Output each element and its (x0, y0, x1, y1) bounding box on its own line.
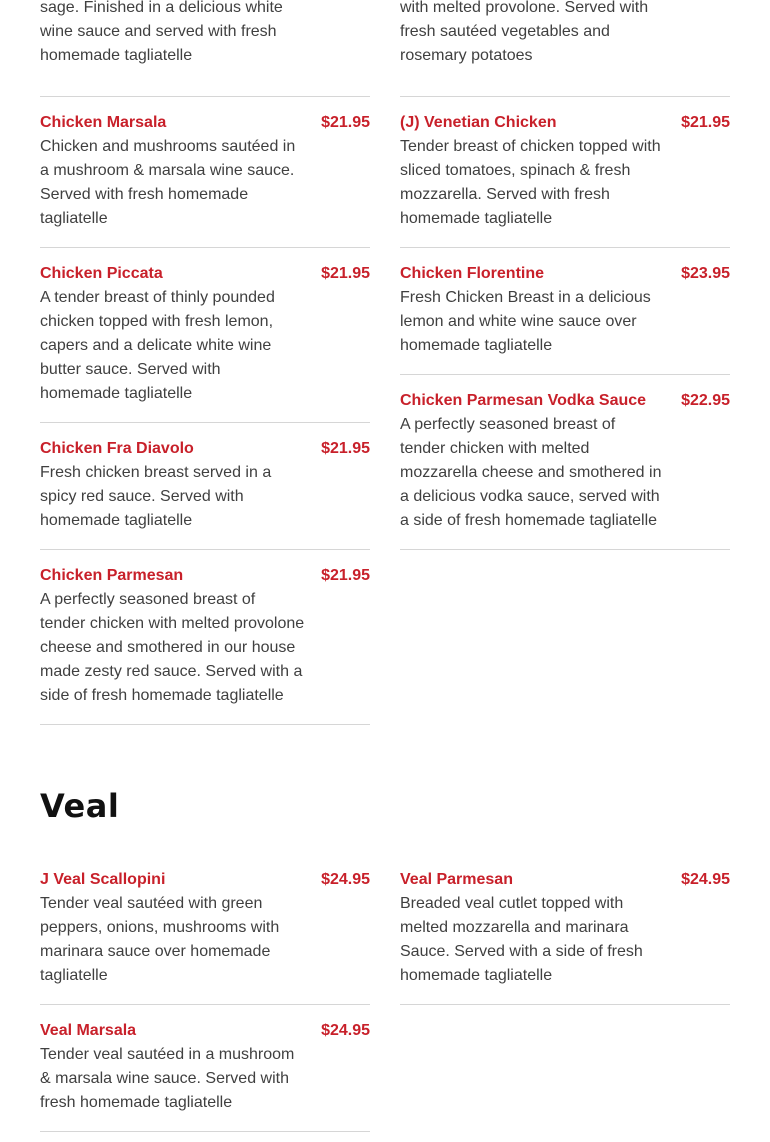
menu-item-partial-right (400, 0, 730, 97)
menu-item-chicken-florentine[interactable] (400, 262, 730, 375)
desc-line: wine sauce and served with fresh (40, 23, 277, 40)
item-price: $21.95 (321, 265, 370, 282)
item-description (400, 0, 670, 68)
item-description: Tender veal sautéed in a mushroom & marsala wine sauce. Served with fresh homemade tagliatelle (40, 1046, 295, 1111)
section-title-veal: Veal (40, 787, 120, 825)
item-price: $21.95 (321, 440, 370, 457)
menu-item-veal-scallopini[interactable] (40, 868, 370, 1005)
menu-item-veal-parmesan[interactable] (400, 868, 730, 1005)
item-description: Tender breast of chicken topped with sliced tomatoes, spinach & fresh mozzarella. Served with fresh homemade tagliatelle (400, 138, 661, 227)
item-description: Fresh Chicken Breast in a delicious lemon and white wine sauce over homemade tagliatelle (400, 289, 651, 354)
desc-line: homemade tagliatelle (40, 47, 193, 64)
desc-line: with melted provolone. Served with (400, 0, 649, 16)
item-description: Tender veal sautéed with green peppers, onions, mushrooms with marinara sauce over homemade tagliatelle (40, 895, 280, 984)
menu-item-chicken-fra-diavolo[interactable] (40, 437, 370, 550)
item-name: J Veal Scallopini (40, 871, 166, 888)
menu-item-partial-left (40, 0, 370, 97)
item-name: Chicken Piccata (40, 265, 163, 282)
item-description (40, 0, 310, 68)
item-description: A perfectly seasoned breast of tender chicken with melted provolone cheese and smothered in our house made zesty red sauce. Served with a side of fresh homemade tagliatelle (40, 591, 305, 704)
item-name: Chicken Parmesan Vodka Sauce (400, 392, 647, 409)
item-price: $22.95 (681, 392, 730, 409)
item-name: Veal Parmesan (400, 871, 513, 888)
desc-line: fresh sautéed vegetables and (400, 23, 610, 40)
desc-line: rosemary potatoes (400, 47, 533, 64)
menu-item-chicken-piccata[interactable] (40, 262, 370, 423)
item-price: $21.95 (321, 114, 370, 131)
item-description: Chicken and mushrooms sautéed in a mushroom & marsala wine sauce. Served with fresh homemade tagliatelle (40, 138, 296, 227)
item-name: Veal Marsala (40, 1022, 137, 1039)
item-name: Chicken Fra Diavolo (40, 440, 194, 457)
menu-item-veal-marsala[interactable] (40, 1019, 370, 1132)
item-price: $21.95 (681, 114, 730, 131)
menu-item-venetian-chicken[interactable] (400, 111, 730, 248)
item-description: A perfectly seasoned breast of tender chicken with melted mozzarella cheese and smothered in a delicious vodka sauce, served with a side of fresh homemade tagliatelle (400, 416, 662, 529)
item-price: $21.95 (321, 567, 370, 584)
item-price: $24.95 (321, 871, 370, 888)
item-description: Fresh chicken breast served in a spicy red sauce. Served with homemade tagliatelle (40, 464, 272, 529)
menu-item-chicken-marsala[interactable] (40, 111, 370, 248)
desc-line: sage. Finished in a delicious white (40, 0, 283, 16)
item-name: (J) Venetian Chicken (400, 114, 557, 131)
item-price: $24.95 (321, 1022, 370, 1039)
item-price: $24.95 (681, 871, 730, 888)
item-description: Breaded veal cutlet topped with melted mozzarella and marinara Sauce. Served with a side of fresh homemade tagliatelle (400, 895, 643, 984)
menu-item-chicken-parmesan[interactable] (40, 564, 370, 725)
menu-item-chicken-parmesan-vodka[interactable] (400, 389, 730, 550)
item-description: A tender breast of thinly pounded chicken topped with fresh lemon, capers and a delicate white wine butter sauce. Served with homemade tagliatelle (40, 289, 275, 402)
item-name: Chicken Marsala (40, 114, 167, 131)
item-name: Chicken Florentine (400, 265, 545, 282)
item-price: $23.95 (681, 265, 730, 282)
item-name: Chicken Parmesan (40, 567, 184, 584)
